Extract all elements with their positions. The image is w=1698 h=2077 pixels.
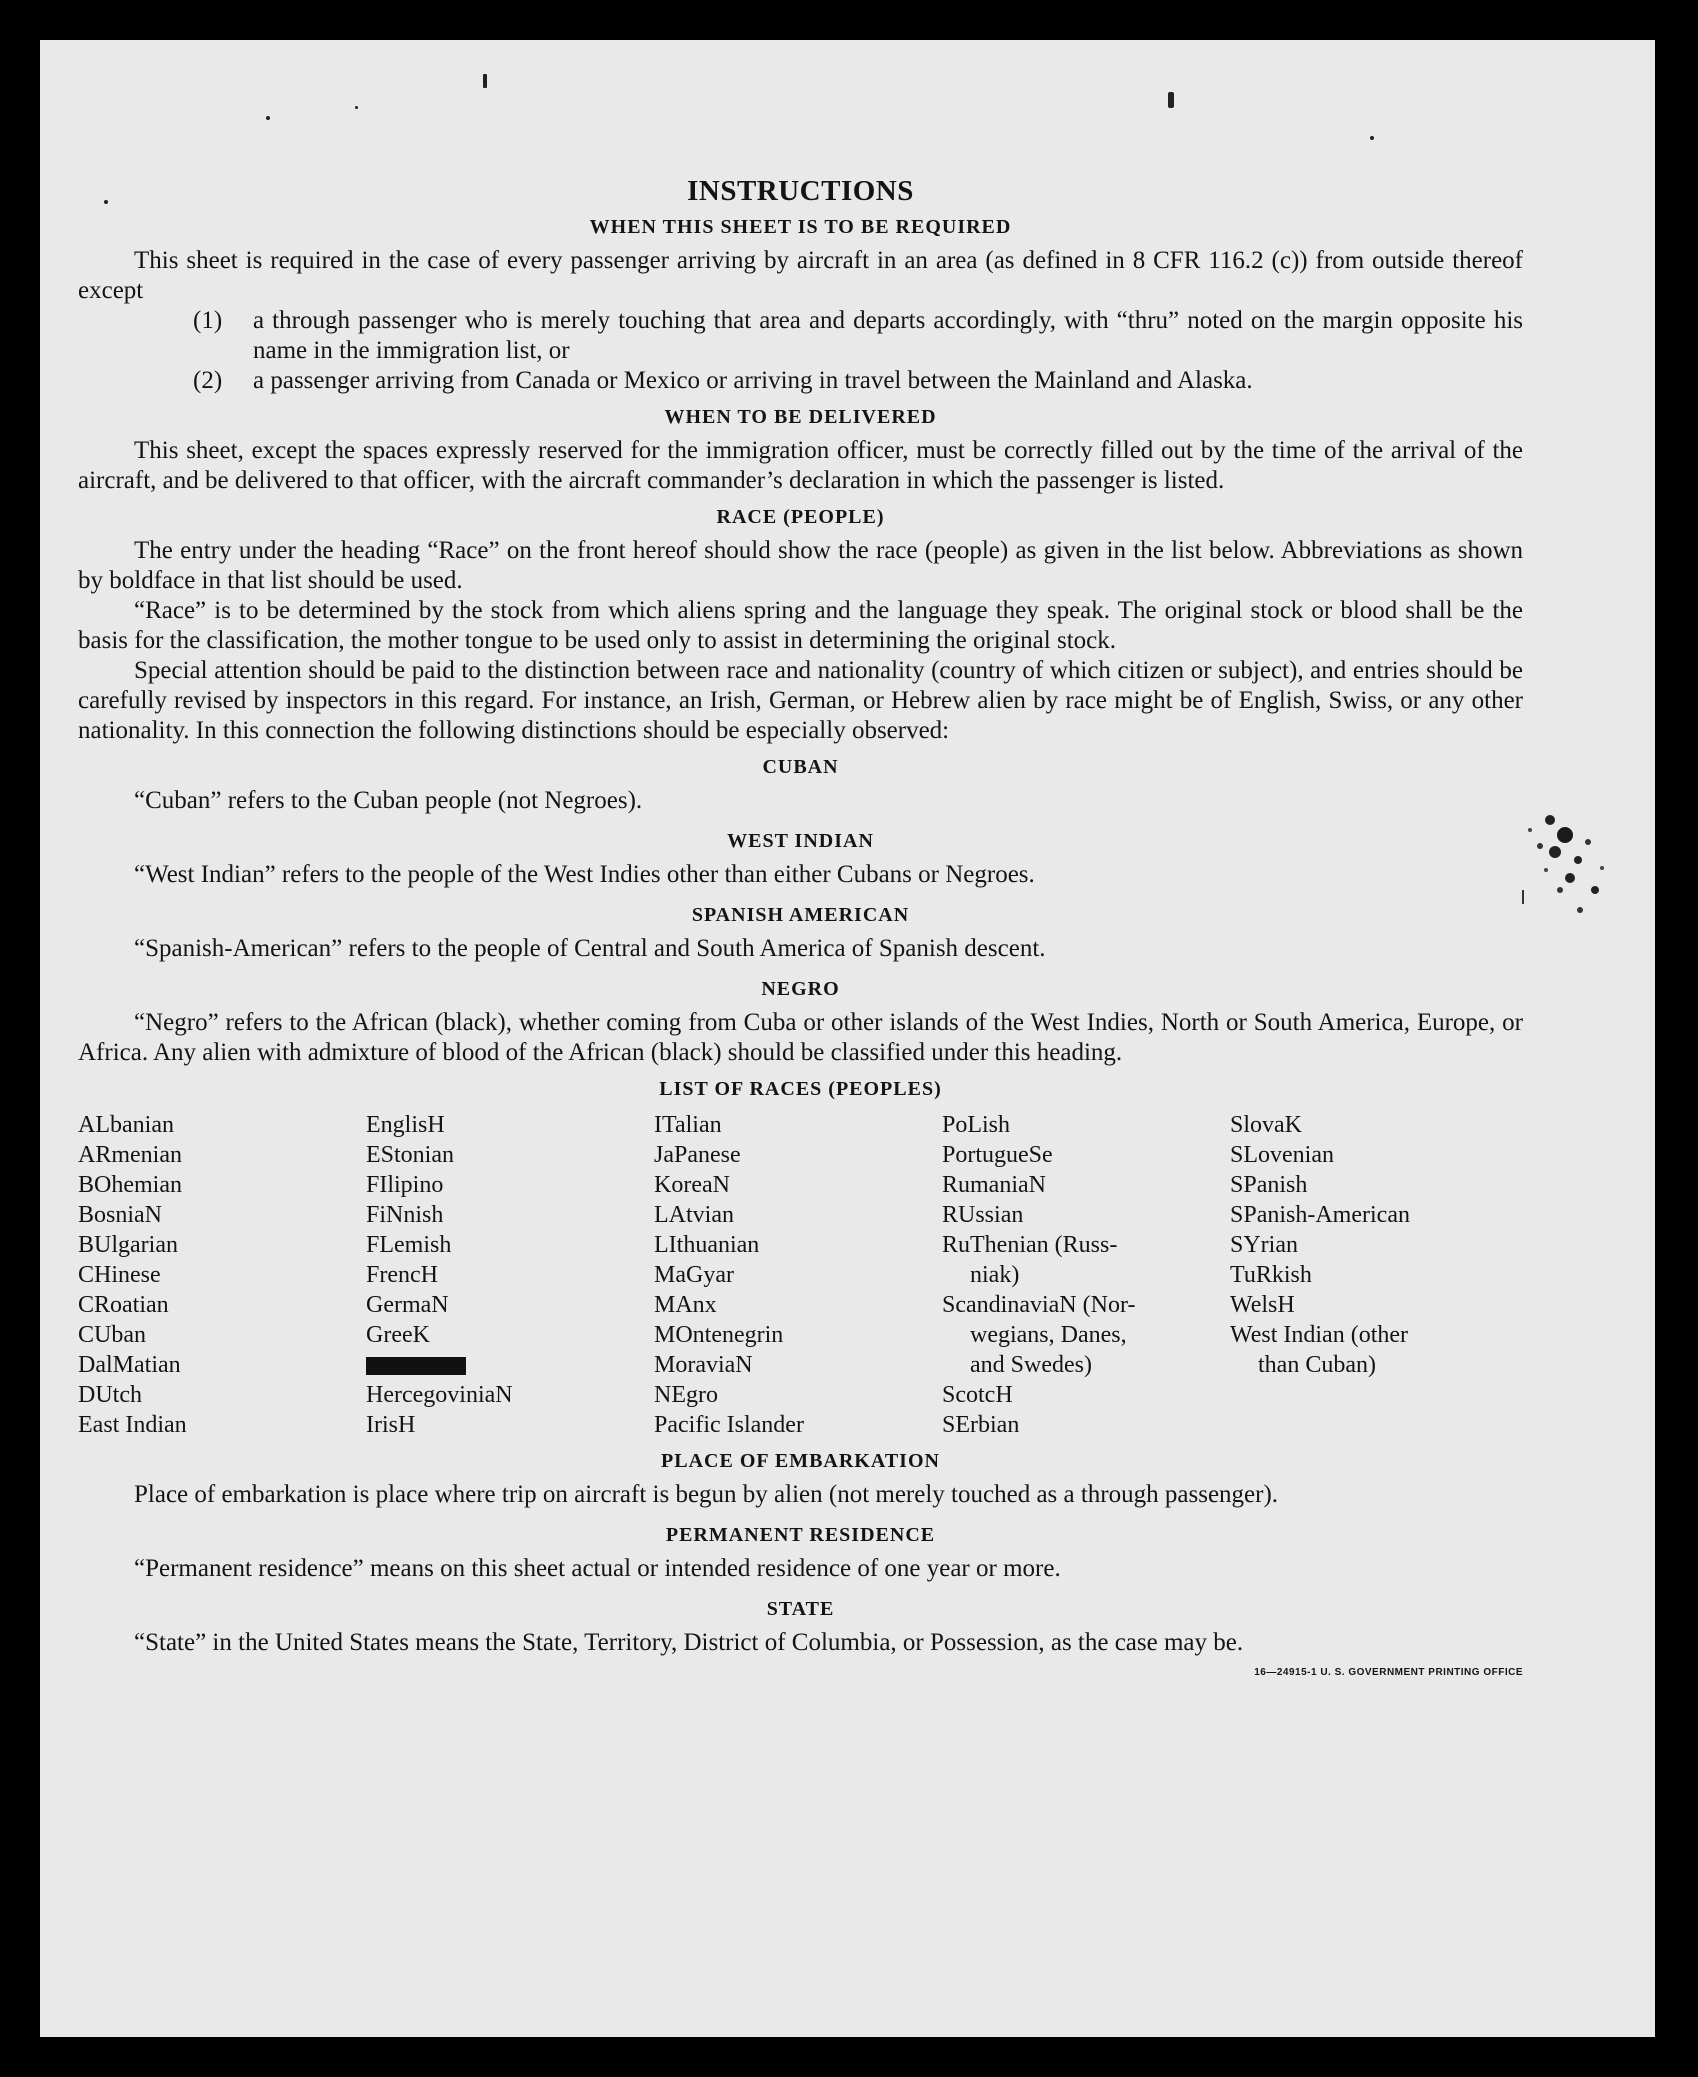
race-entry: GermaN bbox=[366, 1292, 449, 1318]
race-entry: PoLish bbox=[942, 1112, 1011, 1138]
condition-number: (2) bbox=[193, 367, 223, 394]
scan-speck bbox=[1370, 136, 1374, 140]
footer bbox=[78, 1658, 1523, 1688]
race-column bbox=[1230, 1110, 1523, 1440]
condition-item bbox=[78, 366, 1523, 396]
race-entry: RumaniaN bbox=[942, 1172, 1046, 1198]
race-column bbox=[366, 1110, 654, 1440]
embarkation-text: Place of embarkation is place where trip on aircraft is begun by alien (not merely touched as a through passenger). bbox=[134, 1481, 1279, 1508]
section-heading-west-indian: WEST INDIAN bbox=[727, 830, 874, 852]
race-column bbox=[78, 1110, 366, 1440]
race-entry: West Indian (other bbox=[1230, 1322, 1409, 1348]
race-entry: SlovaK bbox=[1230, 1112, 1302, 1138]
race-entry: CUban bbox=[78, 1322, 146, 1348]
race-entry: FiNnish bbox=[366, 1202, 444, 1228]
race-entry: TuRkish bbox=[1230, 1262, 1312, 1288]
ink-stain bbox=[1510, 780, 1630, 960]
race-entry: SErbian bbox=[942, 1412, 1020, 1438]
race-entry: GreeK bbox=[366, 1322, 430, 1348]
condition-number: (1) bbox=[193, 307, 223, 334]
race-entry: SPanish-American bbox=[1230, 1202, 1410, 1228]
race-entry: IrisH bbox=[366, 1412, 416, 1438]
race-entry: HercegoviniaN bbox=[366, 1382, 513, 1408]
race-entry: MOntenegrin bbox=[654, 1322, 784, 1348]
section-heading-cuban: CUBAN bbox=[762, 756, 839, 778]
race-entry: CHinese bbox=[78, 1262, 161, 1288]
section-heading-list: LIST OF RACES (PEOPLES) bbox=[659, 1078, 942, 1100]
race-paragraph-1: The entry under the heading “Race” on the front hereof should show the race (people) as given in the list below. Abbreviations as shown by boldface in that list should be used. bbox=[78, 537, 1523, 594]
scan-speck bbox=[355, 106, 358, 109]
race-entry: BUlgarian bbox=[78, 1232, 178, 1258]
delivered-text: This sheet, except the spaces expressly reserved for the immigration officer, must be correctly filled out by the time of the arrival of the aircraft, and be delivered to that officer, with the aircraft commander’s declaration in which the passenger is listed. bbox=[78, 437, 1523, 494]
race-entry: ScandinaviaN (Nor- bbox=[942, 1292, 1136, 1318]
print-code: 16—24915-1 U. S. GOVERNMENT PRINTING OFFICE bbox=[1254, 1667, 1523, 1678]
condition-text: a passenger arriving from Canada or Mexico or arriving in travel between the Mainland and Alaska. bbox=[253, 367, 1253, 394]
race-entry: EStonian bbox=[366, 1142, 454, 1168]
race-entry: ARmenian bbox=[78, 1142, 182, 1168]
race-entry: than Cuban) bbox=[1258, 1352, 1376, 1378]
section-heading-required: WHEN THIS SHEET IS TO BE REQUIRED bbox=[589, 216, 1012, 238]
race-entry: MoraviaN bbox=[654, 1352, 753, 1378]
section-heading-negro: NEGRO bbox=[761, 978, 840, 1000]
race-entry: LIthuanian bbox=[654, 1232, 760, 1258]
residence-text: “Permanent residence” means on this sheet actual or intended residence of one year or more. bbox=[134, 1555, 1061, 1582]
race-entry: BOhemian bbox=[78, 1172, 182, 1198]
race-entry: MaGyar bbox=[654, 1262, 734, 1288]
race-entry: ALbanian bbox=[78, 1112, 174, 1138]
race-entry: SPanish bbox=[1230, 1172, 1308, 1198]
race-entry: KoreaN bbox=[654, 1172, 730, 1198]
race-entry: East Indian bbox=[78, 1412, 187, 1438]
scan-speck bbox=[1168, 92, 1174, 108]
document-content bbox=[78, 176, 1523, 1688]
section-heading-delivered: WHEN TO BE DELIVERED bbox=[664, 406, 937, 428]
race-entry: EnglisH bbox=[366, 1112, 445, 1138]
race-entry: NEgro bbox=[654, 1382, 718, 1408]
race-entry: LAtvian bbox=[654, 1202, 734, 1228]
race-entry: RUssian bbox=[942, 1202, 1024, 1228]
race-entry: MAnx bbox=[654, 1292, 717, 1318]
race-entry: CRoatian bbox=[78, 1292, 169, 1318]
race-entry: DUtch bbox=[78, 1382, 142, 1408]
race-entry: BosniaN bbox=[78, 1202, 162, 1228]
spanish-american-text: “Spanish-American” refers to the people of Central and South America of Spanish descent. bbox=[134, 935, 1046, 962]
race-entry: FrencH bbox=[366, 1262, 438, 1288]
race-entry: ITalian bbox=[654, 1112, 722, 1138]
west-indian-text: “West Indian” refers to the people of the West Indies other than either Cubans or Negroes. bbox=[134, 861, 1035, 888]
condition-item bbox=[78, 306, 1523, 366]
condition-text: a through passenger who is merely touching that area and departs accordingly, with “thru” noted on the margin opposite his name in the immigration list, or bbox=[253, 307, 1523, 364]
page-title: INSTRUCTIONS bbox=[687, 175, 914, 207]
document-page bbox=[40, 40, 1655, 2037]
section-heading-spanish-american: SPANISH AMERICAN bbox=[691, 904, 910, 926]
race-entry: FLemish bbox=[366, 1232, 452, 1258]
race-paragraph-2: “Race” is to be determined by the stock from which aliens spring and the language they speak. The original stock or blood shall be the basis for the classification, the mother tongue to be used only to assist in determining the original stock. bbox=[78, 597, 1523, 654]
race-paragraph-3: Special attention should be paid to the distinction between race and nationality (country of which citizen or subject), and entries should be carefully revised by inspectors in this regard. For instance, an Irish, German, or Hebrew alien by race might be of English, Swiss, or any other nationality. In this connection the following distinctions should be especially observed: bbox=[78, 657, 1523, 744]
state-text: “State” in the United States means the State, Territory, District of Columbia, or Possession, as the case may be. bbox=[134, 1629, 1244, 1656]
section-heading-state: STATE bbox=[766, 1598, 835, 1620]
race-column bbox=[654, 1110, 942, 1440]
cuban-text: “Cuban” refers to the Cuban people (not Negroes). bbox=[134, 787, 643, 814]
section-heading-race: RACE (PEOPLE) bbox=[716, 506, 885, 528]
race-entry: RuThenian (Russ- bbox=[942, 1232, 1118, 1258]
race-list bbox=[78, 1110, 1523, 1440]
scan-speck bbox=[483, 74, 487, 88]
redacted-entry bbox=[366, 1350, 654, 1380]
race-column bbox=[942, 1110, 1230, 1440]
race-entry: SLovenian bbox=[1230, 1142, 1334, 1168]
race-entry: DalMatian bbox=[78, 1352, 181, 1378]
redaction-mark bbox=[366, 1357, 466, 1375]
race-entry: JaPanese bbox=[654, 1142, 741, 1168]
section-heading-residence: PERMANENT RESIDENCE bbox=[665, 1524, 936, 1546]
negro-text: “Negro” refers to the African (black), whether coming from Cuba or other islands of the West Indies, North or South America, Europe, or Africa. Any alien with admixture of blood of the African (black) should be classified under this heading. bbox=[78, 1009, 1523, 1066]
race-entry: WelsH bbox=[1230, 1292, 1295, 1318]
section-heading-embarkation: PLACE OF EMBARKATION bbox=[661, 1450, 940, 1472]
scan-speck bbox=[266, 116, 270, 120]
race-entry: PortugueSe bbox=[942, 1142, 1053, 1168]
race-entry: Pacific Islander bbox=[654, 1412, 804, 1438]
required-intro: This sheet is required in the case of every passenger arriving by aircraft in an area (as defined in 8 CFR 116.2 (c)) from outside thereof except bbox=[78, 247, 1523, 304]
race-entry: FIlipino bbox=[366, 1172, 444, 1198]
race-entry: niak) bbox=[970, 1262, 1020, 1288]
race-entry: ScotcH bbox=[942, 1382, 1013, 1408]
race-entry: wegians, Danes, bbox=[970, 1322, 1127, 1348]
race-entry: SYrian bbox=[1230, 1232, 1298, 1258]
race-entry: and Swedes) bbox=[970, 1352, 1092, 1378]
